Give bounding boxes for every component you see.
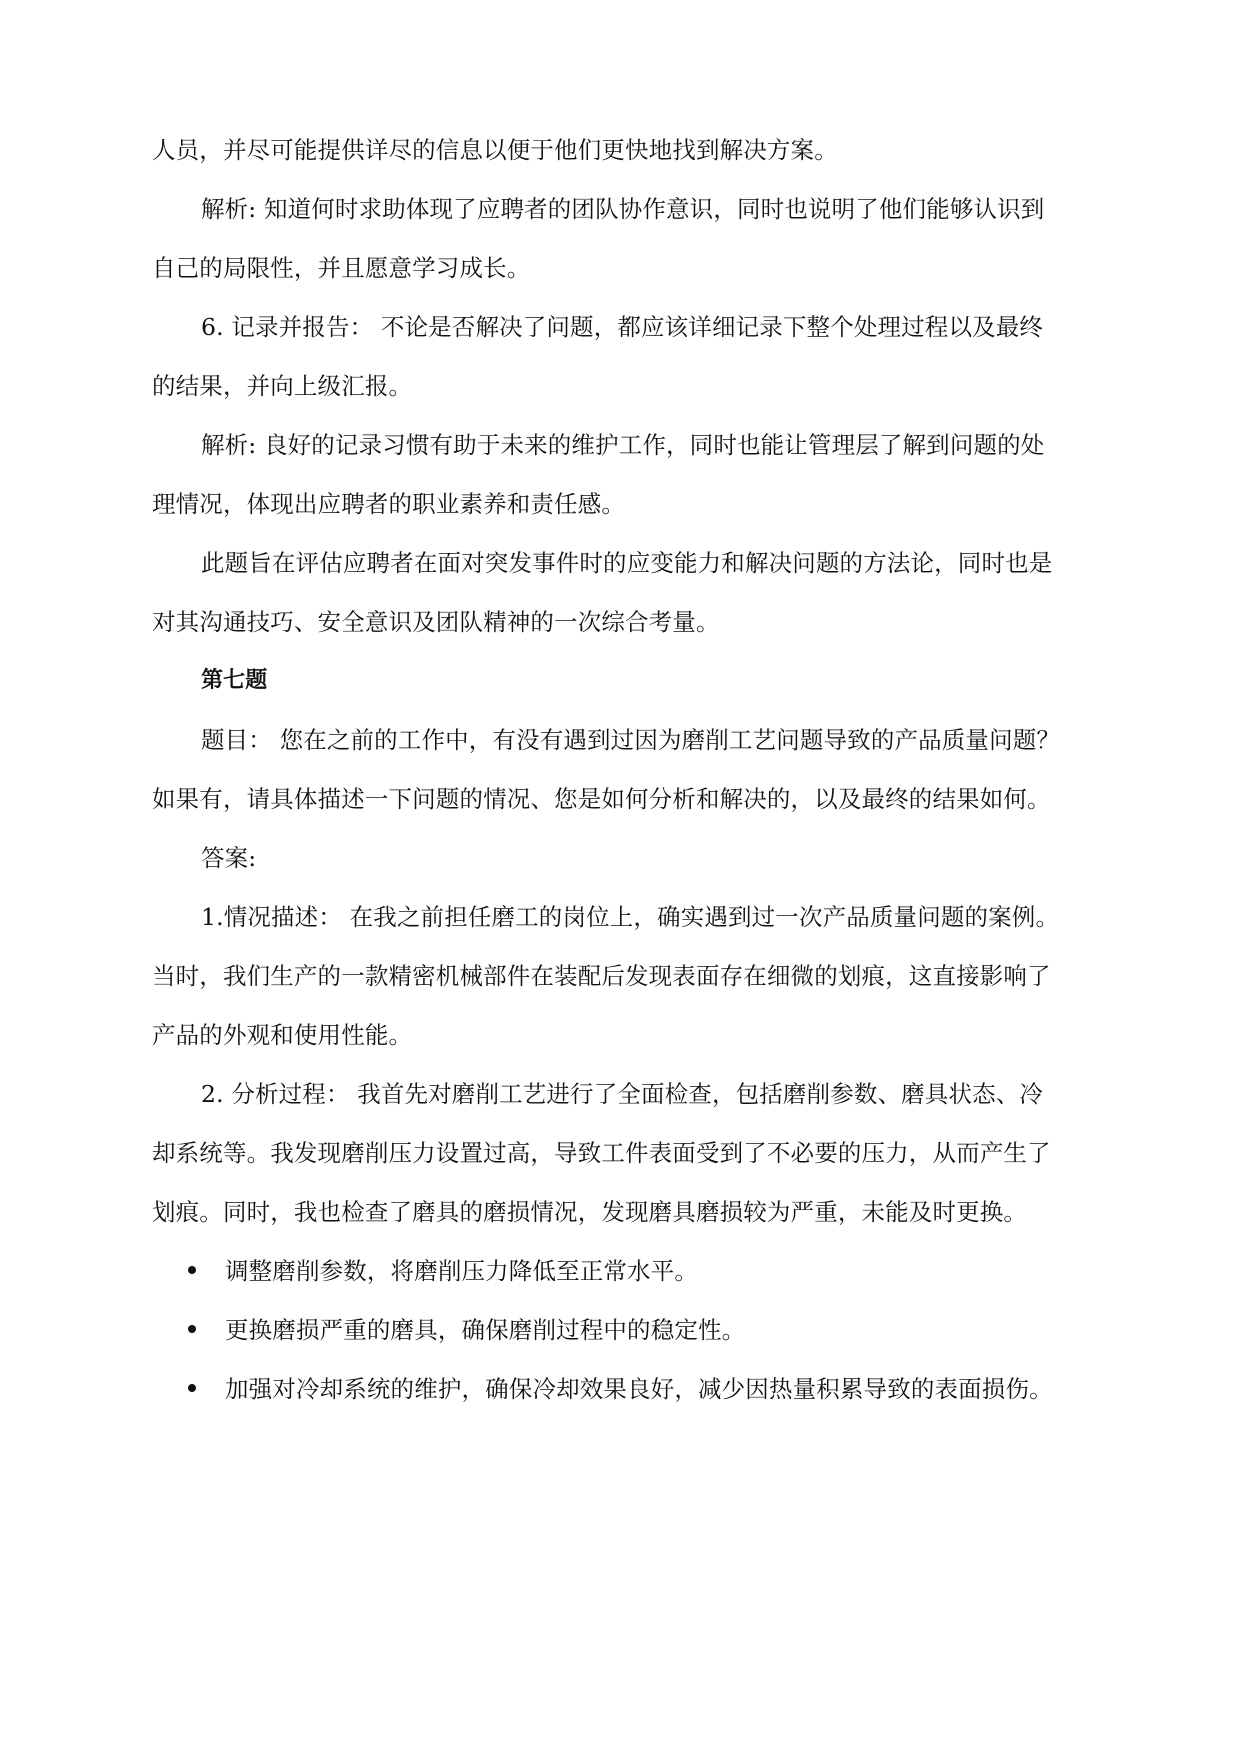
paragraph-line: 此题旨在评估应聘者在面对突发事件时的应变能力和解决问题的方法论，同时也是 (201, 549, 1053, 577)
paragraph-line: 如果有，请具体描述一下问题的情况、您是如何分析和解决的，以及最终的结果如何。 (152, 785, 1051, 813)
paragraph-line: 理情况，体现出应聘者的职业素养和责任感。 (152, 490, 625, 518)
paragraph-line: 1.情况描述： 在我之前担任磨工的岗位上，确实遇到过一次产品质量问题的案例。 (201, 903, 1060, 931)
list-item: 调整磨削参数，将磨削压力降低至正常水平。 (225, 1257, 698, 1285)
paragraph-line: 解析: 知道何时求助体现了应聘者的团队协作意识，同时也说明了他们能够认识到 (201, 195, 1045, 223)
paragraph-line: 解析: 良好的记录习惯有助于未来的维护工作，同时也能让管理层了解到问题的处 (201, 431, 1045, 459)
bullet-icon (188, 1384, 196, 1392)
bullet-icon (188, 1266, 196, 1274)
section-heading: 第七题 (201, 668, 268, 693)
paragraph-line: 却系统等。我发现磨削压力设置过高，导致工件表面受到了不必要的压力，从而产生了 (152, 1139, 1051, 1167)
paragraph-line: 人员，并尽可能提供详尽的信息以便于他们更快地找到解决方案。 (152, 136, 838, 164)
paragraph-line: 对其沟通技巧、安全意识及团队精神的一次综合考量。 (152, 608, 720, 636)
list-item: 加强对冷却系统的维护，确保冷却效果良好，减少因热量积累导致的表面损伤。 (225, 1375, 1053, 1403)
paragraph-line: 当时，我们生产的一款精密机械部件在装配后发现表面存在细微的划痕，这直接影响了 (152, 962, 1051, 990)
paragraph-line: 的结果，并向上级汇报。 (152, 372, 413, 400)
paragraph-line: 产品的外观和使用性能。 (152, 1021, 413, 1049)
paragraph-line: 自己的局限性，并且愿意学习成长。 (152, 254, 531, 282)
paragraph-line: 答案: (201, 844, 257, 872)
paragraph-line: 划痕。同时，我也检查了磨具的磨损情况，发现磨具磨损较为严重，未能及时更换。 (152, 1198, 1028, 1226)
paragraph-line: 题目： 您在之前的工作中，有没有遇到过因为磨削工艺问题导致的产品质量问题？ (201, 726, 1061, 754)
bullet-icon (188, 1325, 196, 1333)
paragraph-line: 2. 分析过程： 我首先对磨削工艺进行了全面检查，包括磨削参数、磨具状态、冷 (201, 1080, 1044, 1108)
list-item: 更换磨损严重的磨具，确保磨削过程中的稳定性。 (225, 1316, 746, 1344)
paragraph-line: 6. 记录并报告： 不论是否解决了问题，都应该详细记录下整个处理过程以及最终 (201, 313, 1044, 341)
